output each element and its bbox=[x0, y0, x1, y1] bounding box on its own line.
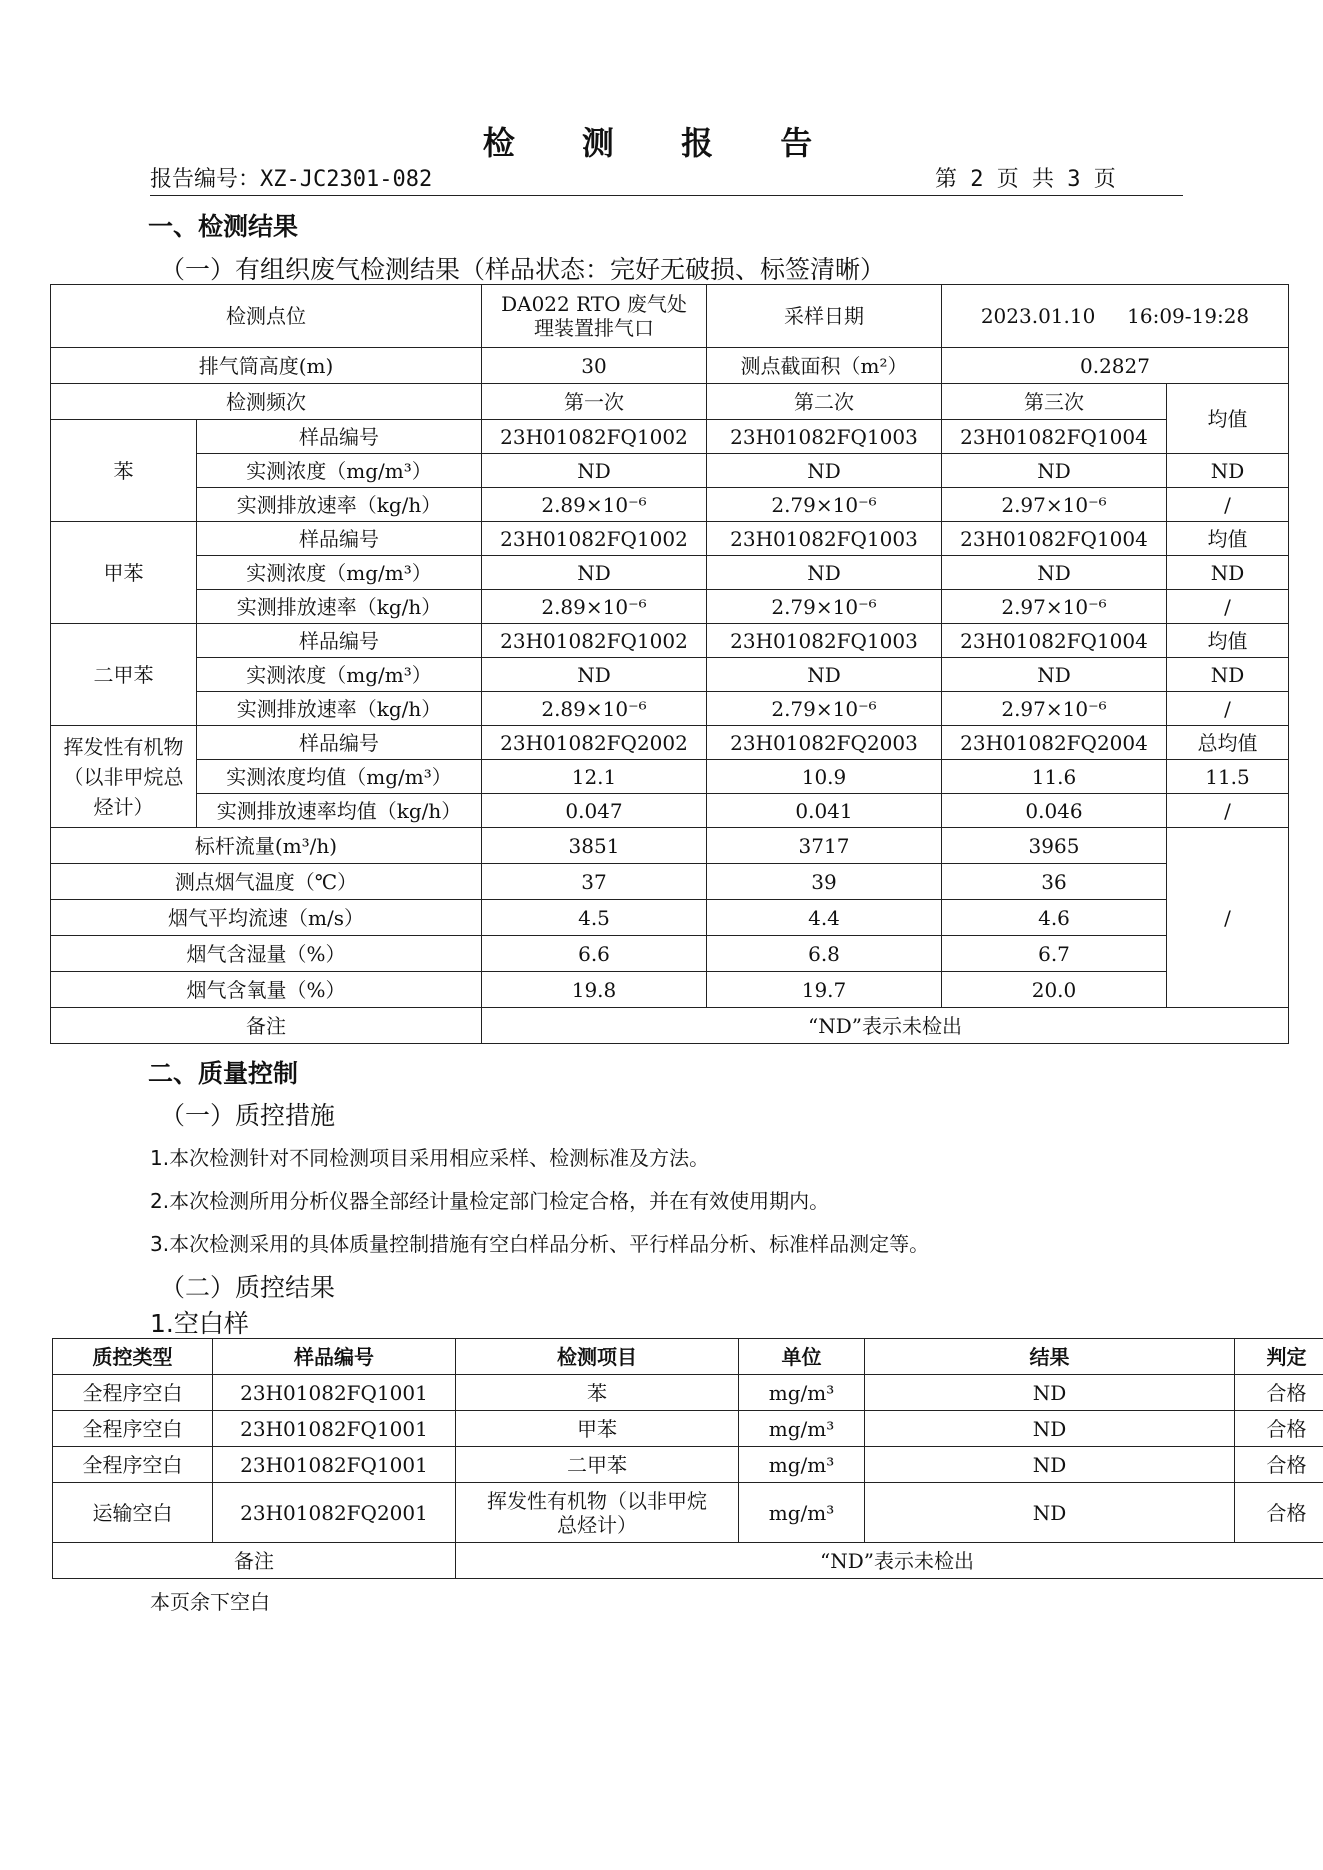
row-label: 实测排放速率均值（kg/h） bbox=[197, 794, 482, 828]
row-label: 实测浓度（mg/m³） bbox=[197, 658, 482, 692]
cell: mg/m³ bbox=[739, 1483, 865, 1543]
cell: ND bbox=[865, 1447, 1235, 1483]
avg-cell: / bbox=[1167, 692, 1289, 726]
group-name: 苯 bbox=[51, 420, 197, 522]
cell: 2.89×10⁻⁶ bbox=[482, 590, 707, 624]
cell: 2.97×10⁻⁶ bbox=[942, 590, 1167, 624]
header-divider bbox=[150, 195, 1183, 196]
height-value: 30 bbox=[482, 348, 707, 384]
column-header: 单位 bbox=[739, 1339, 865, 1375]
report-title: 检 测 报 告 bbox=[482, 124, 841, 162]
blank-sample-title: 1.空白样 bbox=[150, 1309, 249, 1338]
section-1-subheading: （一）有组织废气检测结果（样品状态：完好无破损、标签清晰） bbox=[160, 255, 886, 284]
cell: ND bbox=[707, 556, 942, 590]
cell: 23H01082FQ1004 bbox=[942, 624, 1167, 658]
cell: 23H01082FQ1004 bbox=[942, 522, 1167, 556]
cell: ND bbox=[942, 454, 1167, 488]
measure-3: 3.本次检测采用的具体质量控制措施有空白样品分析、平行样品分析、标准样品测定等。 bbox=[150, 1232, 930, 1256]
cell: 2.79×10⁻⁶ bbox=[707, 590, 942, 624]
cell: 23H01082FQ1001 bbox=[213, 1447, 456, 1483]
frequency-2: 第二次 bbox=[707, 384, 942, 420]
param-label: 标杆流量(m³/h) bbox=[51, 828, 482, 864]
cell: ND bbox=[865, 1483, 1235, 1543]
cell: 0.046 bbox=[942, 794, 1167, 828]
row-label: 实测排放速率（kg/h） bbox=[197, 692, 482, 726]
column-header: 判定 bbox=[1235, 1339, 1323, 1375]
row-label: 实测浓度（mg/m³） bbox=[197, 454, 482, 488]
table-row bbox=[53, 1483, 1323, 1543]
cell: 6.8 bbox=[707, 936, 942, 972]
cell: 23H01082FQ2002 bbox=[482, 726, 707, 760]
area-label: 测点截面积（m²） bbox=[707, 348, 942, 384]
avg-cell: ND bbox=[1167, 454, 1289, 488]
measure-2: 2.本次检测所用分析仪器全部经计量检定部门检定合格，并在有效使用期内。 bbox=[150, 1189, 830, 1213]
note-value: “ND”表示未检出 bbox=[456, 1543, 1323, 1579]
avg-cell: 均值 bbox=[1167, 522, 1289, 556]
cell: 甲苯 bbox=[456, 1411, 739, 1447]
cell: 4.5 bbox=[482, 900, 707, 936]
cell: 23H01082FQ1004 bbox=[942, 420, 1167, 454]
cell: 2.97×10⁻⁶ bbox=[942, 692, 1167, 726]
cell: 全程序空白 bbox=[53, 1375, 213, 1411]
cell: 4.4 bbox=[707, 900, 942, 936]
cell: 19.7 bbox=[707, 972, 942, 1008]
section-2-subheading-1: （一）质控措施 bbox=[160, 1101, 336, 1130]
avg-cell: ND bbox=[1167, 556, 1289, 590]
cell: ND bbox=[482, 454, 707, 488]
cell: 合格 bbox=[1235, 1447, 1323, 1483]
average-header: 均值 bbox=[1167, 384, 1289, 454]
column-header: 样品编号 bbox=[213, 1339, 456, 1375]
row-label: 样品编号 bbox=[197, 624, 482, 658]
params-avg: / bbox=[1167, 828, 1289, 1008]
group-name: 二甲苯 bbox=[51, 624, 197, 726]
group-name: 挥发性有机物（以非甲烷总烃计） bbox=[51, 726, 197, 828]
cell: 3851 bbox=[482, 828, 707, 864]
cell: ND bbox=[707, 454, 942, 488]
cell: 20.0 bbox=[942, 972, 1167, 1008]
cell: 23H01082FQ1003 bbox=[707, 420, 942, 454]
cell: 合格 bbox=[1235, 1411, 1323, 1447]
column-header: 检测项目 bbox=[456, 1339, 739, 1375]
cell: 23H01082FQ1001 bbox=[213, 1411, 456, 1447]
note-label: 备注 bbox=[53, 1543, 456, 1579]
avg-cell: / bbox=[1167, 794, 1289, 828]
cell: 2.89×10⁻⁶ bbox=[482, 692, 707, 726]
cell: 6.6 bbox=[482, 936, 707, 972]
row-label: 实测浓度均值（mg/m³） bbox=[197, 760, 482, 794]
cell: 39 bbox=[707, 864, 942, 900]
measure-1: 1.本次检测针对不同检测项目采用相应采样、检测标准及方法。 bbox=[150, 1146, 710, 1170]
cell: ND bbox=[865, 1411, 1235, 1447]
cell: mg/m³ bbox=[739, 1411, 865, 1447]
date-value: 2023.01.10 16:09-19:28 bbox=[942, 285, 1289, 348]
cell: 苯 bbox=[456, 1375, 739, 1411]
param-label: 测点烟气温度（℃） bbox=[51, 864, 482, 900]
avg-cell: / bbox=[1167, 488, 1289, 522]
cell: 0.047 bbox=[482, 794, 707, 828]
cell: 23H01082FQ1001 bbox=[213, 1375, 456, 1411]
row-label: 样品编号 bbox=[197, 726, 482, 760]
frequency-1: 第一次 bbox=[482, 384, 707, 420]
group-name: 甲苯 bbox=[51, 522, 197, 624]
row-label: 实测浓度（mg/m³） bbox=[197, 556, 482, 590]
cell: 23H01082FQ1002 bbox=[482, 420, 707, 454]
avg-cell: ND bbox=[1167, 658, 1289, 692]
param-label: 烟气含湿量（%） bbox=[51, 936, 482, 972]
cell: 运输空白 bbox=[53, 1483, 213, 1543]
avg-cell: 总均值 bbox=[1167, 726, 1289, 760]
cell: ND bbox=[707, 658, 942, 692]
cell: 6.7 bbox=[942, 936, 1167, 972]
section-2-heading: 二、质量控制 bbox=[148, 1059, 299, 1088]
height-label: 排气筒高度(m) bbox=[51, 348, 482, 384]
avg-cell: 均值 bbox=[1167, 624, 1289, 658]
cell: 12.1 bbox=[482, 760, 707, 794]
table-row bbox=[53, 1447, 1323, 1483]
table-row bbox=[53, 1411, 1323, 1447]
cell: 23H01082FQ1003 bbox=[707, 522, 942, 556]
note-label: 备注 bbox=[51, 1008, 482, 1044]
point-value: DA022 RTO 废气处理装置排气口 bbox=[482, 285, 707, 348]
cell: 挥发性有机物（以非甲烷总烃计） bbox=[456, 1483, 739, 1543]
cell: 2.97×10⁻⁶ bbox=[942, 488, 1167, 522]
cell: 23H01082FQ1002 bbox=[482, 624, 707, 658]
cell: ND bbox=[865, 1375, 1235, 1411]
page-end-note: 本页余下空白 bbox=[150, 1590, 270, 1614]
param-label: 烟气平均流速（m/s） bbox=[51, 900, 482, 936]
cell: 0.041 bbox=[707, 794, 942, 828]
cell: 37 bbox=[482, 864, 707, 900]
cell: 3965 bbox=[942, 828, 1167, 864]
blank-sample-table bbox=[52, 1338, 1323, 1579]
column-header: 质控类型 bbox=[53, 1339, 213, 1375]
row-label: 实测排放速率（kg/h） bbox=[197, 488, 482, 522]
cell: ND bbox=[942, 556, 1167, 590]
row-label: 实测排放速率（kg/h） bbox=[197, 590, 482, 624]
cell: 23H01082FQ2004 bbox=[942, 726, 1167, 760]
report-number: 报告编号：XZ-JC2301-082 bbox=[150, 167, 433, 192]
cell: 2.89×10⁻⁶ bbox=[482, 488, 707, 522]
note-value: “ND”表示未检出 bbox=[482, 1008, 1289, 1044]
cell: 全程序空白 bbox=[53, 1411, 213, 1447]
avg-cell: 11.5 bbox=[1167, 760, 1289, 794]
cell: ND bbox=[482, 658, 707, 692]
cell: 3717 bbox=[707, 828, 942, 864]
section-2-subheading-2: （二）质控结果 bbox=[160, 1273, 336, 1302]
area-value: 0.2827 bbox=[942, 348, 1289, 384]
cell: 19.8 bbox=[482, 972, 707, 1008]
frequency-label: 检测频次 bbox=[51, 384, 482, 420]
exhaust-gas-results-table bbox=[50, 284, 1289, 1044]
cell: 2.79×10⁻⁶ bbox=[707, 692, 942, 726]
cell: 4.6 bbox=[942, 900, 1167, 936]
point-label: 检测点位 bbox=[51, 285, 482, 348]
cell: 合格 bbox=[1235, 1483, 1323, 1543]
column-header: 结果 bbox=[865, 1339, 1235, 1375]
param-label: 烟气含氧量（%） bbox=[51, 972, 482, 1008]
cell: 二甲苯 bbox=[456, 1447, 739, 1483]
cell: 23H01082FQ2001 bbox=[213, 1483, 456, 1543]
cell: ND bbox=[482, 556, 707, 590]
cell: 10.9 bbox=[707, 760, 942, 794]
table-row bbox=[53, 1375, 1323, 1411]
row-label: 样品编号 bbox=[197, 420, 482, 454]
cell: 23H01082FQ1003 bbox=[707, 624, 942, 658]
cell: 2.79×10⁻⁶ bbox=[707, 488, 942, 522]
cell: ND bbox=[942, 658, 1167, 692]
page-info: 第 2 页 共 3 页 bbox=[935, 167, 1116, 192]
cell: 36 bbox=[942, 864, 1167, 900]
cell: 23H01082FQ2003 bbox=[707, 726, 942, 760]
row-label: 样品编号 bbox=[197, 522, 482, 556]
avg-cell: / bbox=[1167, 590, 1289, 624]
cell: 全程序空白 bbox=[53, 1447, 213, 1483]
section-1-heading: 一、检测结果 bbox=[148, 212, 299, 241]
cell: 合格 bbox=[1235, 1375, 1323, 1411]
frequency-3: 第三次 bbox=[942, 384, 1167, 420]
cell: 11.6 bbox=[942, 760, 1167, 794]
cell: 23H01082FQ1002 bbox=[482, 522, 707, 556]
date-label: 采样日期 bbox=[707, 285, 942, 348]
cell: mg/m³ bbox=[739, 1375, 865, 1411]
cell: mg/m³ bbox=[739, 1447, 865, 1483]
